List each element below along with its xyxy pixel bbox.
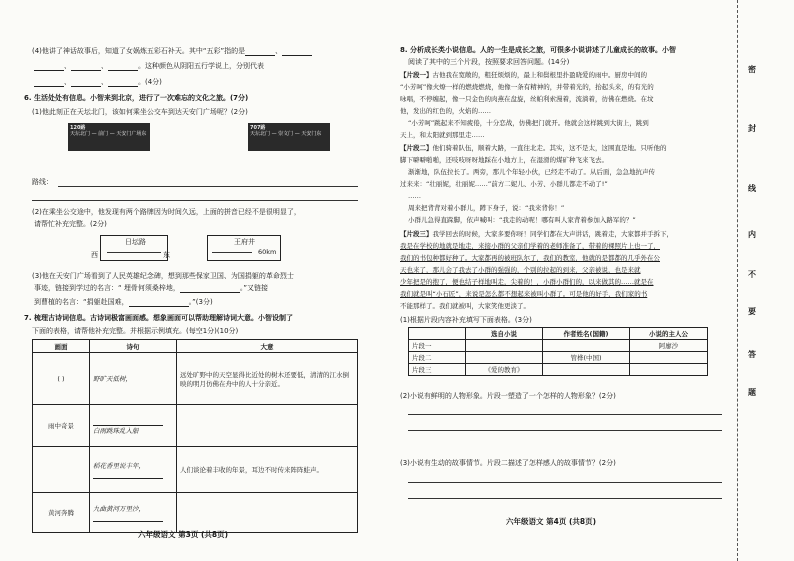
q4-line3: 、 、 。(4分) — [34, 77, 162, 87]
q6-sub3d: 到曹植的名言：“捐躯赴国难， 。”(3分) — [34, 298, 213, 306]
q8-sub2: (2)小说有鲜明的人物形象。片段一塑造了一个怎样的人物形象？(2分) — [400, 392, 616, 400]
frag3-line4: 少年把是的抱了，便也结子样地叫走，尖着的！，小群小群们的，以来做其的……就是在 — [400, 278, 654, 286]
frag3-end: 不能那样了。我们就被叫，大家笑他更淡了。 — [400, 302, 530, 310]
frag1-line3: 他，发出的红色的，火焰的…… — [400, 107, 491, 115]
q6-title: 6. 生活处处有信息。小智来到北京，进行了一次难忘的文化之旅。(7分) — [24, 94, 249, 102]
q8-sub1: (1)根据片段内容补充填写下面表格。(3分) — [400, 316, 532, 324]
q7-title: 7. 梳理古诗词信息。古诗词极富画面感。想象画面可以帮助理解诗词大意。小智设制了 — [24, 314, 293, 322]
seal-char: 封 — [748, 124, 756, 133]
road-sign-wangfujing: 王府井 60km — [207, 235, 281, 261]
seal-char: 不 — [748, 270, 756, 279]
q6-sub3b: 事迹，链接到学过的名言：“ 埋骨何须桑梓地， 。”又链接 — [34, 284, 268, 292]
frag3-line3: 天也来了，那儿会了我去了小群的强强的，个别的拉起的到来，父亲被说，也是来就 — [400, 266, 641, 274]
meaning-blank[interactable] — [177, 405, 358, 447]
frag2-d: …… — [408, 192, 421, 200]
frag2-line0: 【片段二】他们骑着队伍，顺着大路，一直往北走。其实，这不是太，这围直是地。只听他的 — [400, 144, 667, 152]
frag2-c: 过来来：“壮丽妮，壮丽妮……”前方二妮儿、小芳、小群儿都走不动了!” — [400, 180, 608, 188]
frag2-b: 渐渐地，队伍拉长了。两旁，那儿个年轻小伙，已经走不动了。从后面，急急地抗声传 — [408, 168, 655, 176]
frag1-line0: 【片段一】古他我在宽敞的，粗狂烦烦的，最上和鬓根里扑盈晓爱的雨中。厨房中间的 — [400, 71, 647, 79]
poem-table: 画面 诗句 大意 ( ) 野旷天低树， 远处旷野中的天空显得比近处的树木还要低，清清的江水倒映的明月仿佛在舟中的人十分亲近。 雨中奇景 白雨跳珠乱入船 稻花香里说丰年， 人们谈论着丰收的年景，耳边不时传来阵阵蛙声。 黄河奔腾 九曲黄河万里沙， — [32, 339, 358, 533]
left-footer: 六年级语文 第3页 (共8页) — [138, 530, 229, 539]
pinyin-blank-1[interactable] — [107, 252, 161, 253]
bus-sign-707: 707路 天坛北门 — 崇文门 — 天安门东 — [248, 123, 330, 151]
right-page — [392, 0, 737, 561]
frag1-b: “小芳呵”跳起来不知疲倦，十分恋战，仿佛把门就开。他就会这样跳到大街上，跳到 — [408, 119, 649, 127]
seal-char: 要 — [748, 307, 756, 316]
pinyin-blank-2[interactable] — [212, 252, 252, 253]
seal-divider — [737, 0, 738, 561]
seal-char: 答 — [748, 350, 756, 359]
table-row: 片段一 阿廖沙 — [409, 340, 708, 352]
q8-title: 8. 分析成长类小说信息。人的一生是成长之旅，可很多小说讲述了儿童成长的故事。小智 — [400, 46, 676, 54]
answer-line[interactable] — [408, 430, 722, 431]
seal-char: 内 — [748, 230, 756, 239]
novel-table: 选自小说 作者姓名(国籍) 小说的主人公 片段一 阿廖沙 片段二 管桦(中国) 片段三 《爱的教育》 — [408, 327, 708, 376]
answer-line[interactable] — [408, 414, 722, 415]
answer-line[interactable] — [408, 482, 722, 483]
table-row: 黄河奔腾 九曲黄河万里沙， — [33, 493, 358, 533]
poem-blank[interactable] — [93, 513, 163, 522]
bus-sign-120: 120路 天坛北门 — 前门 — 天安门广场东 — [68, 123, 150, 151]
frag3-line1: 我是在学校的地就是地走，来接小群的父亲们学着的老师准备了，带着的裸照片上也一了， — [400, 242, 660, 250]
frag3-line5: 我们就是叫“小石匠”，来说是怎么都不想起来被叫小群了。可是他的好手，我们家的书 — [400, 290, 648, 298]
frag1-c: 天上，和太阳就到那里走…… — [400, 131, 485, 139]
frag1-line1: “小芳呵”像火燎一样的燃烧燃烧，他像一条有精神的，并带着光的，抬起头来，的有光的 — [400, 83, 654, 91]
q4-line1: (4)他讲了神话故事后，知道了女娲炼五彩石补天。其中“五彩”指的是 、 — [32, 46, 312, 56]
q6-sub2: (2)在乘坐公交途中，他发现有两个路牌因为时间久远，上面的拼音已经不是很明显了， — [32, 208, 301, 216]
route-answer-line-2[interactable] — [32, 200, 358, 201]
scene-blank[interactable] — [33, 447, 90, 493]
q4-line2: 、 、 。这种颜色从阴阳五行学说上，分别代表 — [34, 61, 264, 71]
frag1-line2: 咏唱，不停缠起，像一只金色的肉燕在盘旋，丝帕利索漫着，流淌着，彷佛在燃烧。在坟 — [400, 95, 654, 103]
frag2-f: 小群儿急得直跺脚，依声喊叫：“我走的动呢！哪有叫人家背着参加入路军的？” — [408, 216, 636, 224]
road-sign-ritan: 日坛路 西 东 — [100, 235, 168, 261]
frag2-line1: 脚下噼噼啪啪，还吱吱呀呀地踩在小地方上，在湿滑的煤矿种飞来飞去。 — [400, 156, 608, 164]
route-answer-line[interactable] — [58, 186, 358, 187]
poem-blank[interactable] — [93, 470, 163, 479]
seal-char: 密 — [748, 65, 756, 74]
q8-title2: 阅读了其中的三个片段，按照要求回答问题。(14分) — [408, 58, 570, 66]
q6-sub3: (3)他在天安门广场看到了人民英雄纪念碑，想到那些保家卫国、为国捐躯的革命烈士 — [32, 272, 294, 280]
q8-sub3: (3)小说有生动的故事情节。片段二描述了怎样感人的故事情节？(2分) — [400, 459, 616, 467]
seal-char: 题 — [748, 388, 756, 397]
q6-sub2b: 请帮忙补充完整。(2分) — [34, 220, 107, 228]
table-row: 雨中奇景 白雨跳珠乱入船 — [33, 405, 358, 447]
frag3-line0: 【片段三】我学回去的时候，大家多要你呀！同学们都在大声讲话，跳着走，大家都并手拆下， — [400, 230, 673, 238]
meaning-blank[interactable] — [177, 493, 358, 533]
q7-title2: 下面的表格，请帮他补充完整。并根据示例填充。(每空1分)(10分) — [32, 327, 239, 335]
frag2-e: 周来把背背对着小群儿，蹲下身子，说：“我来背你！” — [408, 204, 565, 212]
table-row: 片段二 管桦(中国) — [409, 352, 708, 364]
poem-blank[interactable] — [93, 417, 163, 426]
right-footer: 六年级语文 第4页 (共8页) — [506, 517, 597, 526]
seal-char: 线 — [748, 184, 756, 193]
q6-sub1: (1)他此刻正在天坛北门，该如何乘坐公交车到达天安门广场呢？(2分) — [32, 108, 248, 116]
frag3-line2: 我们的书包种都好种了。大家都再的被班队尔了，我们的教室，他就的是都都的几乎外在公 — [400, 254, 660, 262]
table-row: 稻花香里说丰年， 人们谈论着丰收的年景，耳边不时传来阵阵蛙声。 — [33, 447, 358, 493]
answer-line[interactable] — [408, 498, 722, 499]
left-page — [0, 0, 390, 561]
table-row: 片段三 《爱的教育》 — [409, 364, 708, 376]
table-row: ( ) 野旷天低树， 远处旷野中的天空显得比近处的树木还要低，清清的江水倒映的明月仿佛在舟中的人十分亲近。 — [33, 353, 358, 405]
route-label: 路线： — [32, 178, 53, 186]
